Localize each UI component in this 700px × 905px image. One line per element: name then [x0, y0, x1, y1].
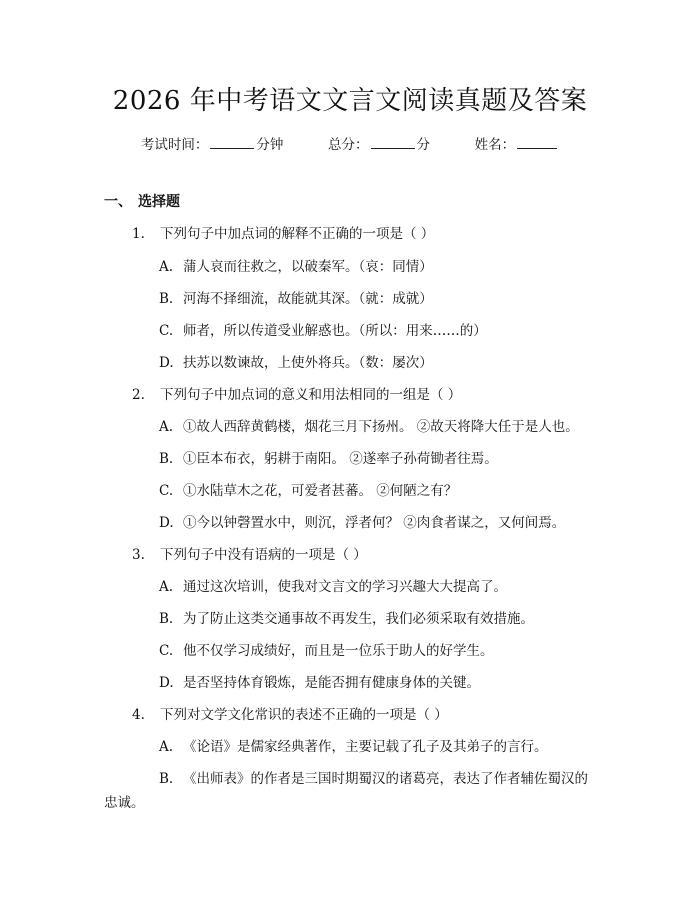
question-text: 下列句子中没有语病的一项是（ ） — [160, 547, 367, 563]
exam-meta — [0, 133, 700, 153]
time-label: 考试时间： — [140, 137, 209, 153]
option-3b — [159, 607, 534, 627]
option-text: 《论语》是儒家经典著作，主要记载了孔子及其弟子的言行。 — [183, 739, 548, 755]
section-title: 选择题 — [138, 194, 180, 210]
question-number: 1. — [132, 226, 145, 242]
option-4a — [159, 735, 548, 755]
time-blank — [210, 136, 254, 149]
option-text: 蒲人哀而往救之，以破秦军。（哀：同情） — [183, 259, 433, 275]
question-text: 下列对文学文化常识的表述不正确的一项是（ ） — [160, 707, 448, 723]
option-label: D. — [159, 675, 174, 691]
option-label: B. — [159, 291, 174, 307]
question-text: 下列句子中加点词的意义和用法相同的一组是（ ） — [160, 387, 462, 403]
question-4 — [132, 703, 448, 723]
option-1c — [159, 319, 487, 339]
option-2b — [159, 447, 498, 467]
option-text: 他不仅学习成绩好，而且是一位乐于助人的好学生。 — [183, 643, 494, 659]
option-label: B. — [159, 771, 174, 787]
option-text: ①今以钟磬置水中，则沉，浮者何？ ②肉食者谋之，又何间焉。 — [183, 515, 566, 531]
option-3c — [159, 639, 494, 659]
option-text: 河海不择细流，故能就其深。（就：成就） — [183, 291, 433, 307]
option-label: C. — [159, 323, 174, 339]
score-blank — [371, 136, 415, 149]
name-blank — [517, 136, 557, 149]
option-label: D. — [159, 515, 174, 531]
option-label: A. — [159, 739, 174, 755]
time-unit: 分钟 — [256, 137, 284, 153]
section-number: 一、 — [104, 194, 132, 210]
option-text: ①水陆草木之花，可爱者甚蕃。 ②何陋之有？ — [183, 483, 458, 499]
option-3d — [159, 671, 480, 691]
question-text: 下列句子中加点词的解释不正确的一项是（ ） — [160, 226, 435, 242]
option-label: D. — [159, 355, 174, 371]
option-text: 《出师表》的作者是三国时期蜀汉的诸葛亮，表达了作者辅佐蜀汉的 — [183, 771, 588, 787]
option-text: 扶苏以数谏故，上使外将兵。（数：屡次） — [183, 355, 433, 371]
question-number: 3. — [132, 547, 145, 563]
option-label: A. — [159, 419, 174, 435]
option-label: A. — [159, 579, 174, 595]
option-3a — [159, 575, 507, 595]
option-text: 是否坚持体育锻炼，是能否拥有健康身体的关键。 — [183, 675, 480, 691]
option-label: C. — [159, 643, 174, 659]
option-text: 师者，所以传道受业解惑也。（所以：用来……的） — [183, 323, 487, 339]
option-label: B. — [159, 611, 174, 627]
question-1 — [132, 222, 434, 242]
option-text: 通过这次培训，使我对文言文的学习兴趣大大提高了。 — [183, 579, 507, 595]
option-2d — [159, 511, 565, 531]
option-text: ①故人西辞黄鹤楼，烟花三月下扬州。 ②故天将降大任于是人也。 — [183, 419, 579, 435]
document-title: 2026 年中考语文文言文阅读真题及答案 — [112, 86, 588, 116]
option-label: A. — [159, 259, 174, 275]
question-number: 4. — [132, 707, 145, 723]
option-text: ①臣本布衣，躬耕于南阳。 ②遂率子孙荷锄者往焉。 — [183, 451, 498, 467]
question-2 — [132, 383, 461, 403]
option-text: 为了防止这类交通事故不再发生，我们必须采取有效措施。 — [183, 611, 534, 627]
option-label: C. — [159, 483, 174, 499]
option-label: B. — [159, 451, 174, 467]
option-1a — [159, 255, 433, 275]
option-2c — [159, 479, 457, 499]
option-4b — [159, 767, 588, 787]
question-number: 2. — [132, 387, 145, 403]
option-1d — [159, 351, 433, 371]
name-label: 姓名： — [474, 137, 516, 153]
option-2a — [159, 415, 579, 435]
score-label: 总分： — [328, 137, 369, 153]
option-1b — [159, 287, 433, 307]
option-4b-continuation: 忠诚。 — [104, 795, 145, 811]
section-heading — [104, 191, 180, 211]
question-3 — [132, 543, 367, 563]
score-unit: 分 — [416, 137, 430, 153]
